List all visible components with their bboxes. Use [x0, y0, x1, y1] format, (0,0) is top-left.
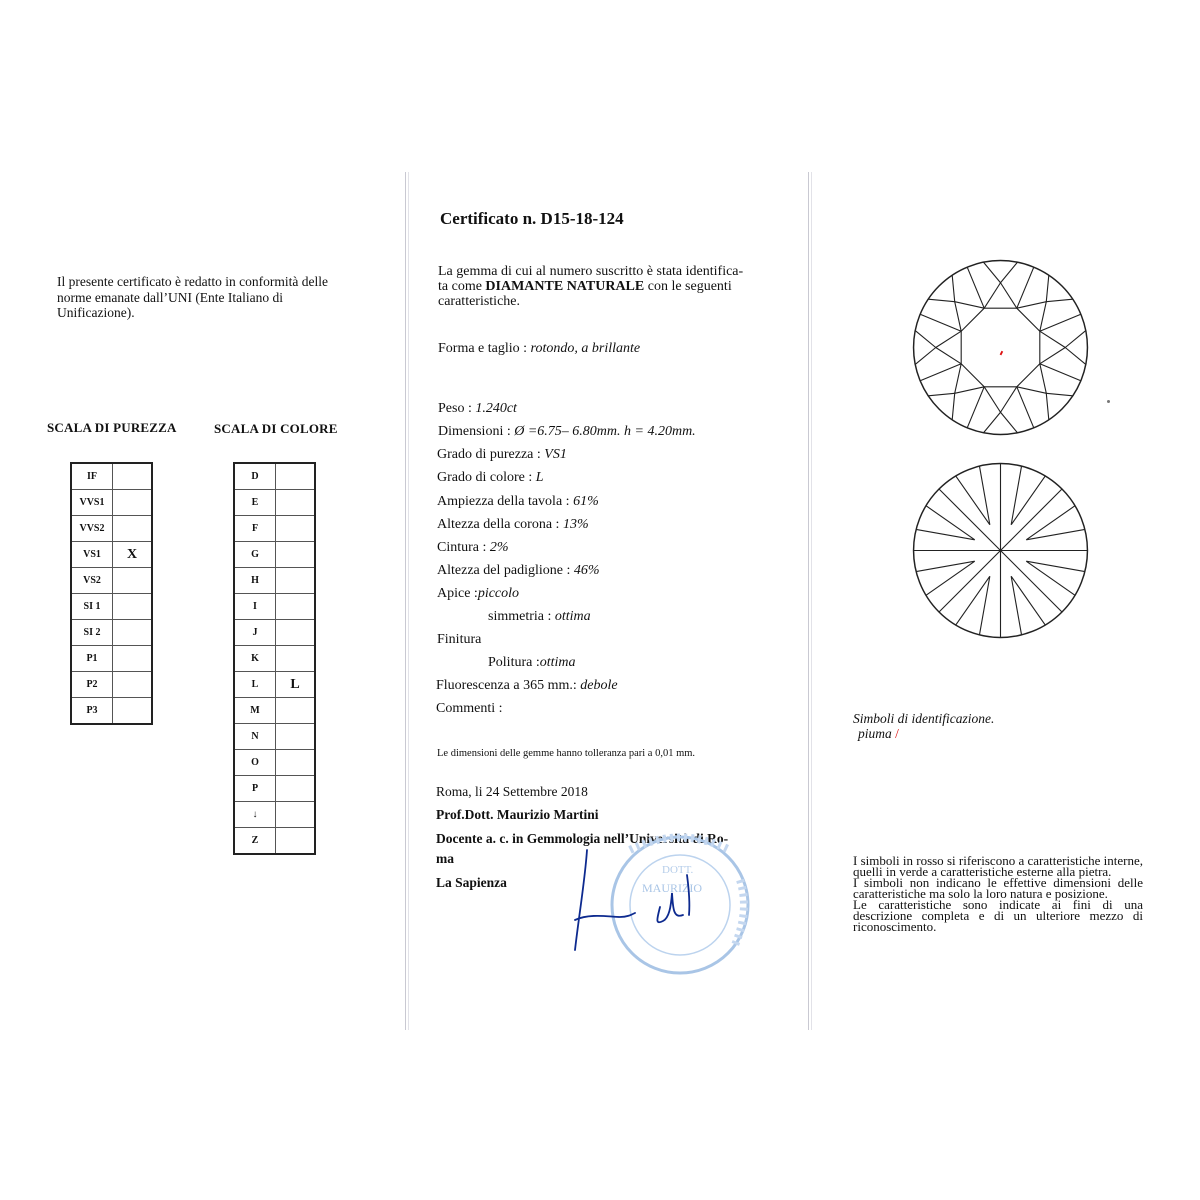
statement-line-3: caratteristiche.	[438, 294, 521, 309]
clarity-scale-mark	[113, 646, 153, 672]
stamp-text: MAURIZIO	[642, 881, 702, 895]
color-scale-row	[234, 646, 315, 672]
legend-paragraph: I simboli non indicano le effettive dimensioni delle caratteristiche ma solo la loro natura e posizione.	[853, 875, 1143, 901]
characteristic-value: VS1	[544, 447, 567, 462]
characteristic-field	[437, 517, 589, 533]
symmetry-value: ottima	[554, 609, 591, 624]
color-scale-mark: L	[276, 672, 316, 698]
color-scale-mark	[276, 750, 316, 776]
shape-label: Forma e taglio :	[438, 341, 531, 356]
polish-field	[488, 655, 576, 671]
clarity-scale-row	[71, 490, 152, 516]
color-scale-title: SCALA DI COLORE	[214, 421, 338, 436]
legend-paragraph: Le caratteristiche sono indicate ai fini di una descrizione completa e di un ulteriore mezzo di riconoscimento.	[853, 897, 1143, 934]
color-scale-grade: H	[234, 568, 276, 594]
fluorescence-field	[436, 678, 618, 694]
clarity-scale-mark	[113, 698, 153, 725]
color-scale-mark	[276, 542, 316, 568]
clarity-scale-table	[70, 462, 153, 725]
color-scale-row	[234, 542, 315, 568]
color-scale-mark	[276, 724, 316, 750]
fluorescence-label: Fluorescenza a 365 mm.:	[436, 678, 581, 693]
color-scale-grade: D	[234, 463, 276, 490]
color-scale-mark	[276, 828, 316, 855]
statement-suffix: con le seguenti	[644, 279, 732, 294]
legend-paragraph: I simboli in rosso si riferiscono a caratteristiche interne, quelli in verde a caratteristiche esterne alla pietra.	[853, 853, 1143, 879]
characteristic-label: Altezza del padiglione :	[437, 563, 574, 578]
color-scale-mark	[276, 620, 316, 646]
statement-line-1: La gemma di cui al numero suscritto è stata identifica-	[438, 264, 744, 279]
identification-item-label: piuma	[858, 726, 892, 741]
fold-line-right	[808, 172, 809, 1030]
color-scale-mark	[276, 568, 316, 594]
color-scale-row	[234, 828, 315, 855]
characteristic-value: 2%	[489, 540, 509, 555]
tolerance-note: Le dimensioni delle gemme hanno tolleranza pari a 0,01 mm.	[437, 748, 696, 759]
feather-symbol-icon: /	[895, 726, 899, 741]
color-scale-mark	[276, 594, 316, 620]
signer-role-line-3: La Sapienza	[436, 875, 507, 890]
characteristic-label: Ampiezza della tavola :	[437, 494, 574, 509]
characteristic-value: piccolo	[477, 586, 520, 601]
color-scale-grade: I	[234, 594, 276, 620]
clarity-scale-grade: VS2	[71, 568, 113, 594]
clarity-scale-mark	[113, 620, 153, 646]
color-scale-grade: G	[234, 542, 276, 568]
clarity-scale-row	[71, 542, 152, 568]
clarity-scale-grade: P2	[71, 672, 113, 698]
characteristic-label: Cintura :	[437, 540, 490, 555]
shape-value: rotondo, a brillante	[530, 341, 641, 356]
characteristic-field	[437, 563, 600, 579]
clarity-scale-grade: IF	[71, 463, 113, 490]
clarity-scale-row	[71, 463, 152, 490]
clarity-scale-mark	[113, 568, 153, 594]
clarity-scale-row	[71, 516, 152, 542]
identification-item	[858, 726, 899, 742]
characteristic-value: 13%	[562, 517, 589, 532]
color-scale-grade: O	[234, 750, 276, 776]
clarity-scale-row	[71, 568, 152, 594]
clarity-scale-grade: VVS1	[71, 490, 113, 516]
natural-diamond-label: DIAMANTE NATURALE	[485, 279, 645, 294]
color-scale-row	[234, 698, 315, 724]
characteristic-field	[437, 470, 544, 486]
clarity-scale-row	[71, 620, 152, 646]
fold-line-left	[405, 172, 406, 1030]
color-scale-grade: E	[234, 490, 276, 516]
color-scale-grade: P	[234, 776, 276, 802]
signer-role-line-2: ma	[436, 851, 454, 866]
characteristic-value: 1.240ct	[475, 401, 517, 416]
signature-icon	[565, 845, 715, 955]
symmetry-field	[488, 609, 591, 625]
clarity-scale-mark	[113, 490, 153, 516]
statement-prefix: ta come	[438, 279, 486, 294]
clarity-scale-grade: VS1	[71, 542, 113, 568]
clarity-scale-mark	[113, 594, 153, 620]
color-scale-table	[233, 462, 316, 855]
characteristic-field	[437, 586, 519, 602]
color-scale-grade: L	[234, 672, 276, 698]
shape-field	[438, 341, 640, 357]
color-scale-row	[234, 802, 315, 828]
color-scale-row	[234, 776, 315, 802]
color-scale-mark	[276, 490, 316, 516]
characteristic-field	[438, 401, 517, 417]
characteristic-field	[437, 540, 509, 556]
color-scale-row	[234, 672, 315, 698]
identification-statement	[438, 264, 778, 309]
color-scale-grade: J	[234, 620, 276, 646]
color-scale-grade: Z	[234, 828, 276, 855]
fluorescence-value: debole	[580, 678, 618, 693]
intro-text: Il presente certificato è redatto in conformità delle norme emanate dall’UNI (Ente Italiano di Unificazione).	[57, 274, 328, 320]
clarity-scale-grade: P3	[71, 698, 113, 725]
color-scale-row	[234, 490, 315, 516]
color-scale-grade: N	[234, 724, 276, 750]
characteristic-field	[437, 494, 599, 510]
color-scale-row	[234, 463, 315, 490]
clarity-scale-grade: SI 1	[71, 594, 113, 620]
characteristic-value: 61%	[573, 494, 599, 509]
characteristic-label: Dimensioni :	[438, 424, 515, 439]
clarity-scale-mark	[113, 672, 153, 698]
color-scale-mark	[276, 776, 316, 802]
clarity-scale-mark: X	[113, 542, 153, 568]
color-scale-row	[234, 750, 315, 776]
speck-mark	[1107, 400, 1110, 403]
clarity-scale-title: SCALA DI PUREZZA	[47, 420, 177, 435]
characteristic-label: Apice :	[437, 586, 478, 601]
characteristic-value: L	[535, 470, 544, 485]
color-scale-row	[234, 568, 315, 594]
clarity-scale-grade: VVS2	[71, 516, 113, 542]
color-scale-mark	[276, 516, 316, 542]
color-scale-row	[234, 724, 315, 750]
svg-text:DOTT.: DOTT.	[662, 864, 694, 876]
symbols-legend	[853, 855, 1143, 932]
symmetry-label: simmetria :	[488, 609, 555, 624]
diamond-crown-diagram-icon	[908, 255, 1093, 440]
characteristic-label: Peso :	[438, 401, 476, 416]
clarity-scale-mark	[113, 516, 153, 542]
characteristic-field	[438, 424, 696, 440]
characteristic-label: Grado di purezza :	[437, 447, 545, 462]
polish-value: ottima	[539, 655, 576, 670]
statement-line-2	[438, 279, 778, 294]
clarity-scale-row	[71, 672, 152, 698]
clarity-scale-row	[71, 594, 152, 620]
feather-inclusion-mark	[1001, 351, 1003, 355]
comments-label: Commenti :	[436, 701, 503, 716]
characteristic-label: Altezza della corona :	[437, 517, 563, 532]
clarity-scale-grade: P1	[71, 646, 113, 672]
clarity-scale-row	[71, 646, 152, 672]
color-scale-row	[234, 594, 315, 620]
color-scale-mark	[276, 802, 316, 828]
polish-label: Politura :	[488, 655, 540, 670]
color-scale-grade: K	[234, 646, 276, 672]
diamond-pavilion-diagram-icon	[908, 458, 1093, 643]
signer-name: Prof.Dott. Maurizio Martini	[436, 807, 599, 822]
characteristic-field	[437, 447, 567, 463]
clarity-scale-row	[71, 698, 152, 725]
color-scale-grade: M	[234, 698, 276, 724]
characteristic-value: 46%	[573, 563, 600, 578]
identification-symbols-title: Simboli di identificazione.	[853, 711, 995, 726]
characteristic-label: Grado di colore :	[437, 470, 536, 485]
color-scale-row	[234, 516, 315, 542]
color-scale-mark	[276, 646, 316, 672]
color-scale-row	[234, 620, 315, 646]
color-scale-mark	[276, 698, 316, 724]
certificate-number: Certificato n. D15-18-124	[440, 209, 624, 228]
clarity-scale-mark	[113, 463, 153, 490]
color-scale-grade: ↓	[234, 802, 276, 828]
color-scale-grade: F	[234, 516, 276, 542]
place-date: Roma, li 24 Settembre 2018	[436, 784, 588, 799]
signer-role-line-1: Docente a. c. in Gemmologia nell’Università di Ro-	[436, 831, 729, 846]
finish-label: Finitura	[437, 632, 482, 647]
clarity-scale-grade: SI 2	[71, 620, 113, 646]
color-scale-mark	[276, 463, 316, 490]
characteristic-value: Ø =6.75– 6.80mm. h = 4.20mm.	[514, 424, 696, 439]
